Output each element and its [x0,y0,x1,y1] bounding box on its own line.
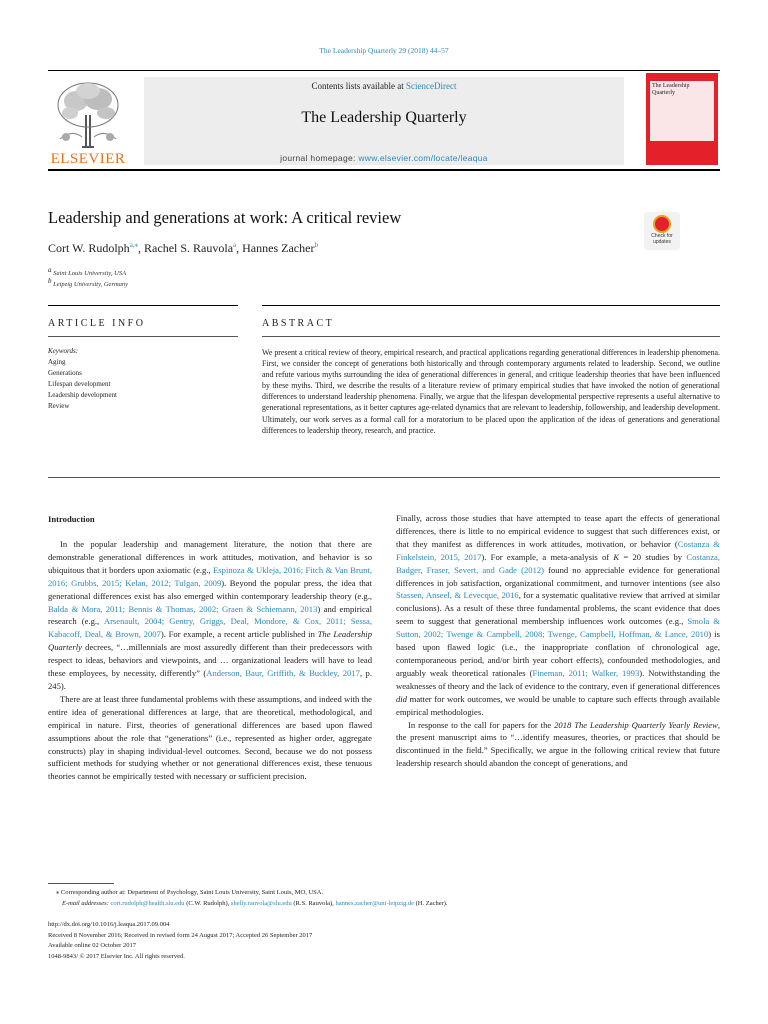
aff-a-mark: a [48,266,52,274]
footnote-divider [48,883,114,884]
citation[interactable]: Smola & Sutton, 2002; Twenge & Campbell, 2008; Twenge, Campbell, Hoffman, & Lance, 2010 [396,616,720,640]
section-heading-introduction: Introduction [48,514,95,524]
aff-b-mark: b [48,277,52,285]
keyword: Review [48,402,70,410]
aff-b-text: Leipzig University, Germany [53,281,129,289]
paragraph: In the popular leadership and management literature, the notion that there are demonstrable generational differences in work attitudes, motivation, and behavior is so ubiquitous that it borders upon axiomatic (e.g., Espinoza & Ukleja, 2016; Fitch & Van Brunt, 2016; Grubbs, 2015; Kelan, 2012; Tulgan, 2009). Beyond the popular press, the idea that generational differences exist has also emerged within contemporary leadership theory (e.g., Balda & Mora, 2011; Bennis & Thomas, 2002; Graen & Schiemann, 2013) and empirical research (e.g., Arsenault, 2004; Gentry, Griggs, Deal, Mondore, & Cox, 2011; Sessa, Kabacoff, Deal, & Brown, 2007). For example, a recent article published in The Leadership Quarterly decrees, “…millennials are most assuredly different than their predecessors with respect to ideas, behaviors and viewpoints, and … organizational leaders will have to lead these employees, by necessity, differently” (Anderson, Baur, Griffith, & Buckley, 2017, p. 245). [48,539,372,691]
author-zacher-sup[interactable]: b [314,241,318,249]
email-link[interactable]: shelly.rauvola@slu.edu [230,900,292,907]
author-list [48,241,318,256]
affiliation-b [48,277,128,288]
divider [48,336,238,337]
cover-title: The Leadership Quarterly [652,83,690,96]
check-for-updates-icon [653,215,671,233]
journal-banner [144,77,624,165]
citation[interactable]: Costanza & Finkelstein, 2015, 2017 [396,538,720,562]
author-rudolph-sup[interactable]: a,⁎ [129,241,139,249]
email-link[interactable]: cort.rudolph@health.slu.edu [110,900,185,907]
contents-prefix: Contents lists available at [311,81,406,91]
check-for-updates-button[interactable] [644,212,680,250]
keyword: Aging [48,358,66,366]
corresponding-author-note: ⁎ Corresponding author at: Department of Psychology, Saint Louis University, Saint Louis, MO, USA. [56,889,324,896]
author-rudolph[interactable]: Cort W. Rudolph [48,241,130,255]
copyright: 1048-9843/ © 2017 Elsevier Inc. All rights reserved. [48,953,185,960]
homepage-line [144,153,624,163]
paragraph: In response to the call for papers for the 2018 The Leadership Quarterly Yearly Review, the present manuscript aims to “…identify measures, theories, or practices that should be discontinued in the field.” Specifically, we argue in the following critical review that future leadership research should abandon the concept of generations, and [396,719,720,769]
keyword: Generations [48,369,82,377]
journal-header [48,70,720,171]
citation[interactable]: Arsenault, 2004; Gentry, Griggs, Deal, Mondore, & Cox, 2011; Sessa, Kabacoff, Deal, & Brown, 2007 [48,616,372,640]
available-online: Available online 02 October 2017 [48,942,136,949]
email-link[interactable]: hannes.zacher@uni-leipzig.de [335,900,414,907]
elsevier-wordmark: ELSEVIER [50,151,126,167]
body-right-column [396,512,720,770]
aff-a-text: Saint Louis University, USA [53,270,127,278]
author-rauvola[interactable]: , Rachel S. Rauvola [138,241,234,255]
article-title: Leadership and generations at work: A critical review [48,208,402,227]
divider [262,305,720,306]
article-info-heading: ARTICLE INFO [48,318,146,329]
journal-title: The Leadership Quarterly [301,109,467,126]
elsevier-tree-icon [52,79,124,149]
divider [262,336,720,337]
doi-link[interactable]: http://dx.doi.org/10.1016/j.leaqua.2017.09.004 [48,921,170,928]
publisher-logo[interactable] [48,75,128,165]
abstract-heading: ABSTRACT [262,318,335,329]
citation[interactable]: Fineman, 2011; Walker, 1993 [532,667,640,678]
keyword: Lifespan development [48,380,111,388]
received-dates: Received 8 November 2016; Received in revised form 24 August 2017; Accepted 26 September 2017 [48,932,313,939]
citation[interactable]: Espinoza & Ukleja, 2016; Fitch & Van Brunt, 2016; Grubbs, 2015; Kelan, 2012; Tulgan, 2009 [48,564,372,588]
paragraph: Finally, across those studies that have attempted to tease apart the effects of generational differences, there is little to no empirical evidence to suggest that such differences exist, or that they manifest as differences in work attitudes, motivation, or behavior (Costanza & Finkelstein, 2015, 2017). For example, a meta-analysis of K = 20 studies by Costanza, Badger, Fraser, Severt, and Gade (2012) found no appreciable evidence for generational differences in job satisfaction, organizational commitment, and turnover intentions (see also Stassen, Anseel, & Levecque, 2016, for a systematic qualitative review that arrived at similar conclusions). As a result of these three fundamental problems, the scant evidence that does seem to suggest that generational membership influences work outcomes (e.g., Smola & Sutton, 2002; Twenge & Campbell, 2008; Twenge, Campbell, Hoffman, & Lance, 2010) is based upon flawed logic (i.e., the inappropriate conflation of chronological age, contemporaneous period, and/or birth year cohort effects), confounded methodologies, and arguably weak theoretical rationales (Fineman, 2011; Walker, 1993). Notwithstanding the weaknesses of theory and the lack of evidence to the contrary, even if generational differences did matter for work outcomes, we would be unable to capture such effects through available empirical methodologies. [396,513,720,717]
journal-cover[interactable] [646,73,718,165]
divider [48,305,238,306]
abstract-text: We present a critical review of theory, empirical research, and practical applications regarding generational differences in leadership phenomena. First, we consider the concept of generations both historically and through contemporary arguments related to leadership. Second, we outline and refute various myths surrounding the idea of generational differences in general, and critique leadership theories that have been influenced by these myths. Third, we describe the results of a literature review of primary empirical studies that have invoked the notion of generational differences to understand leadership phenomena. Finally, we argue that the lifespan developmental perspective represents a useful alternative to generational representations, as it better captures age-related dynamics that are relevant to leadership, followership, and leadership development. Ultimately, our work serves as a formal call for a moratorium to be placed upon the application of the ideas of generations and generational differences to leadership theory, research, and practice. [262,348,720,435]
journal-reference[interactable]: The Leadership Quarterly 29 (2018) 44–57 [319,46,449,55]
citation[interactable]: Balda & Mora, 2011; Bennis & Thomas, 2002; Graen & Schiemann, 2013 [48,603,318,614]
citation[interactable]: Stassen, Anseel, & Levecque, 2016 [396,590,519,601]
body-left-column [48,538,372,783]
author-rauvola-sup[interactable]: a [233,241,237,249]
homepage-link[interactable]: www.elsevier.com/locate/leaqua [358,153,488,163]
divider [48,477,720,478]
check-for-updates-label: Check for updates [651,233,673,245]
email-addresses: E-mail addresses: cort.rudolph@health.slu.edu (C.W. Rudolph), shelly.rauvola@slu.edu (R.S. Rauvola), hannes.zacher@uni-leipzig.de (H. Zacher). [62,900,448,907]
author-zacher[interactable]: , Hannes Zacher [236,241,315,255]
affiliation-a [48,266,126,277]
homepage-prefix: journal homepage: [280,153,359,163]
citation[interactable]: Anderson, Baur, Griffith, & Buckley, 2017 [206,668,360,679]
citation[interactable]: Costanza, Badger, Fraser, Severt, and Gade (2012) [396,551,720,575]
keyword: Leadership development [48,391,118,399]
keywords-label: Keywords: [48,347,79,355]
contents-line [144,81,624,91]
sciencedirect-link[interactable]: ScienceDirect [406,81,457,91]
paragraph: There are at least three fundamental problems with these assumptions, and indeed with the entire idea of generational differences at large, that are theoretical, methodological, and empirical in nature. First, theories of generational differences are based upon flawed assumptions about the role that “generations” (i.e., represented as higher order, aggregate constructs) play in shaping individual-level outcomes. Second, because we do not possess sufficient methods for studying whether or not generational differences exist, these tenuous theories cannot be empirically tested with necessary or sufficient precision. [48,693,372,782]
